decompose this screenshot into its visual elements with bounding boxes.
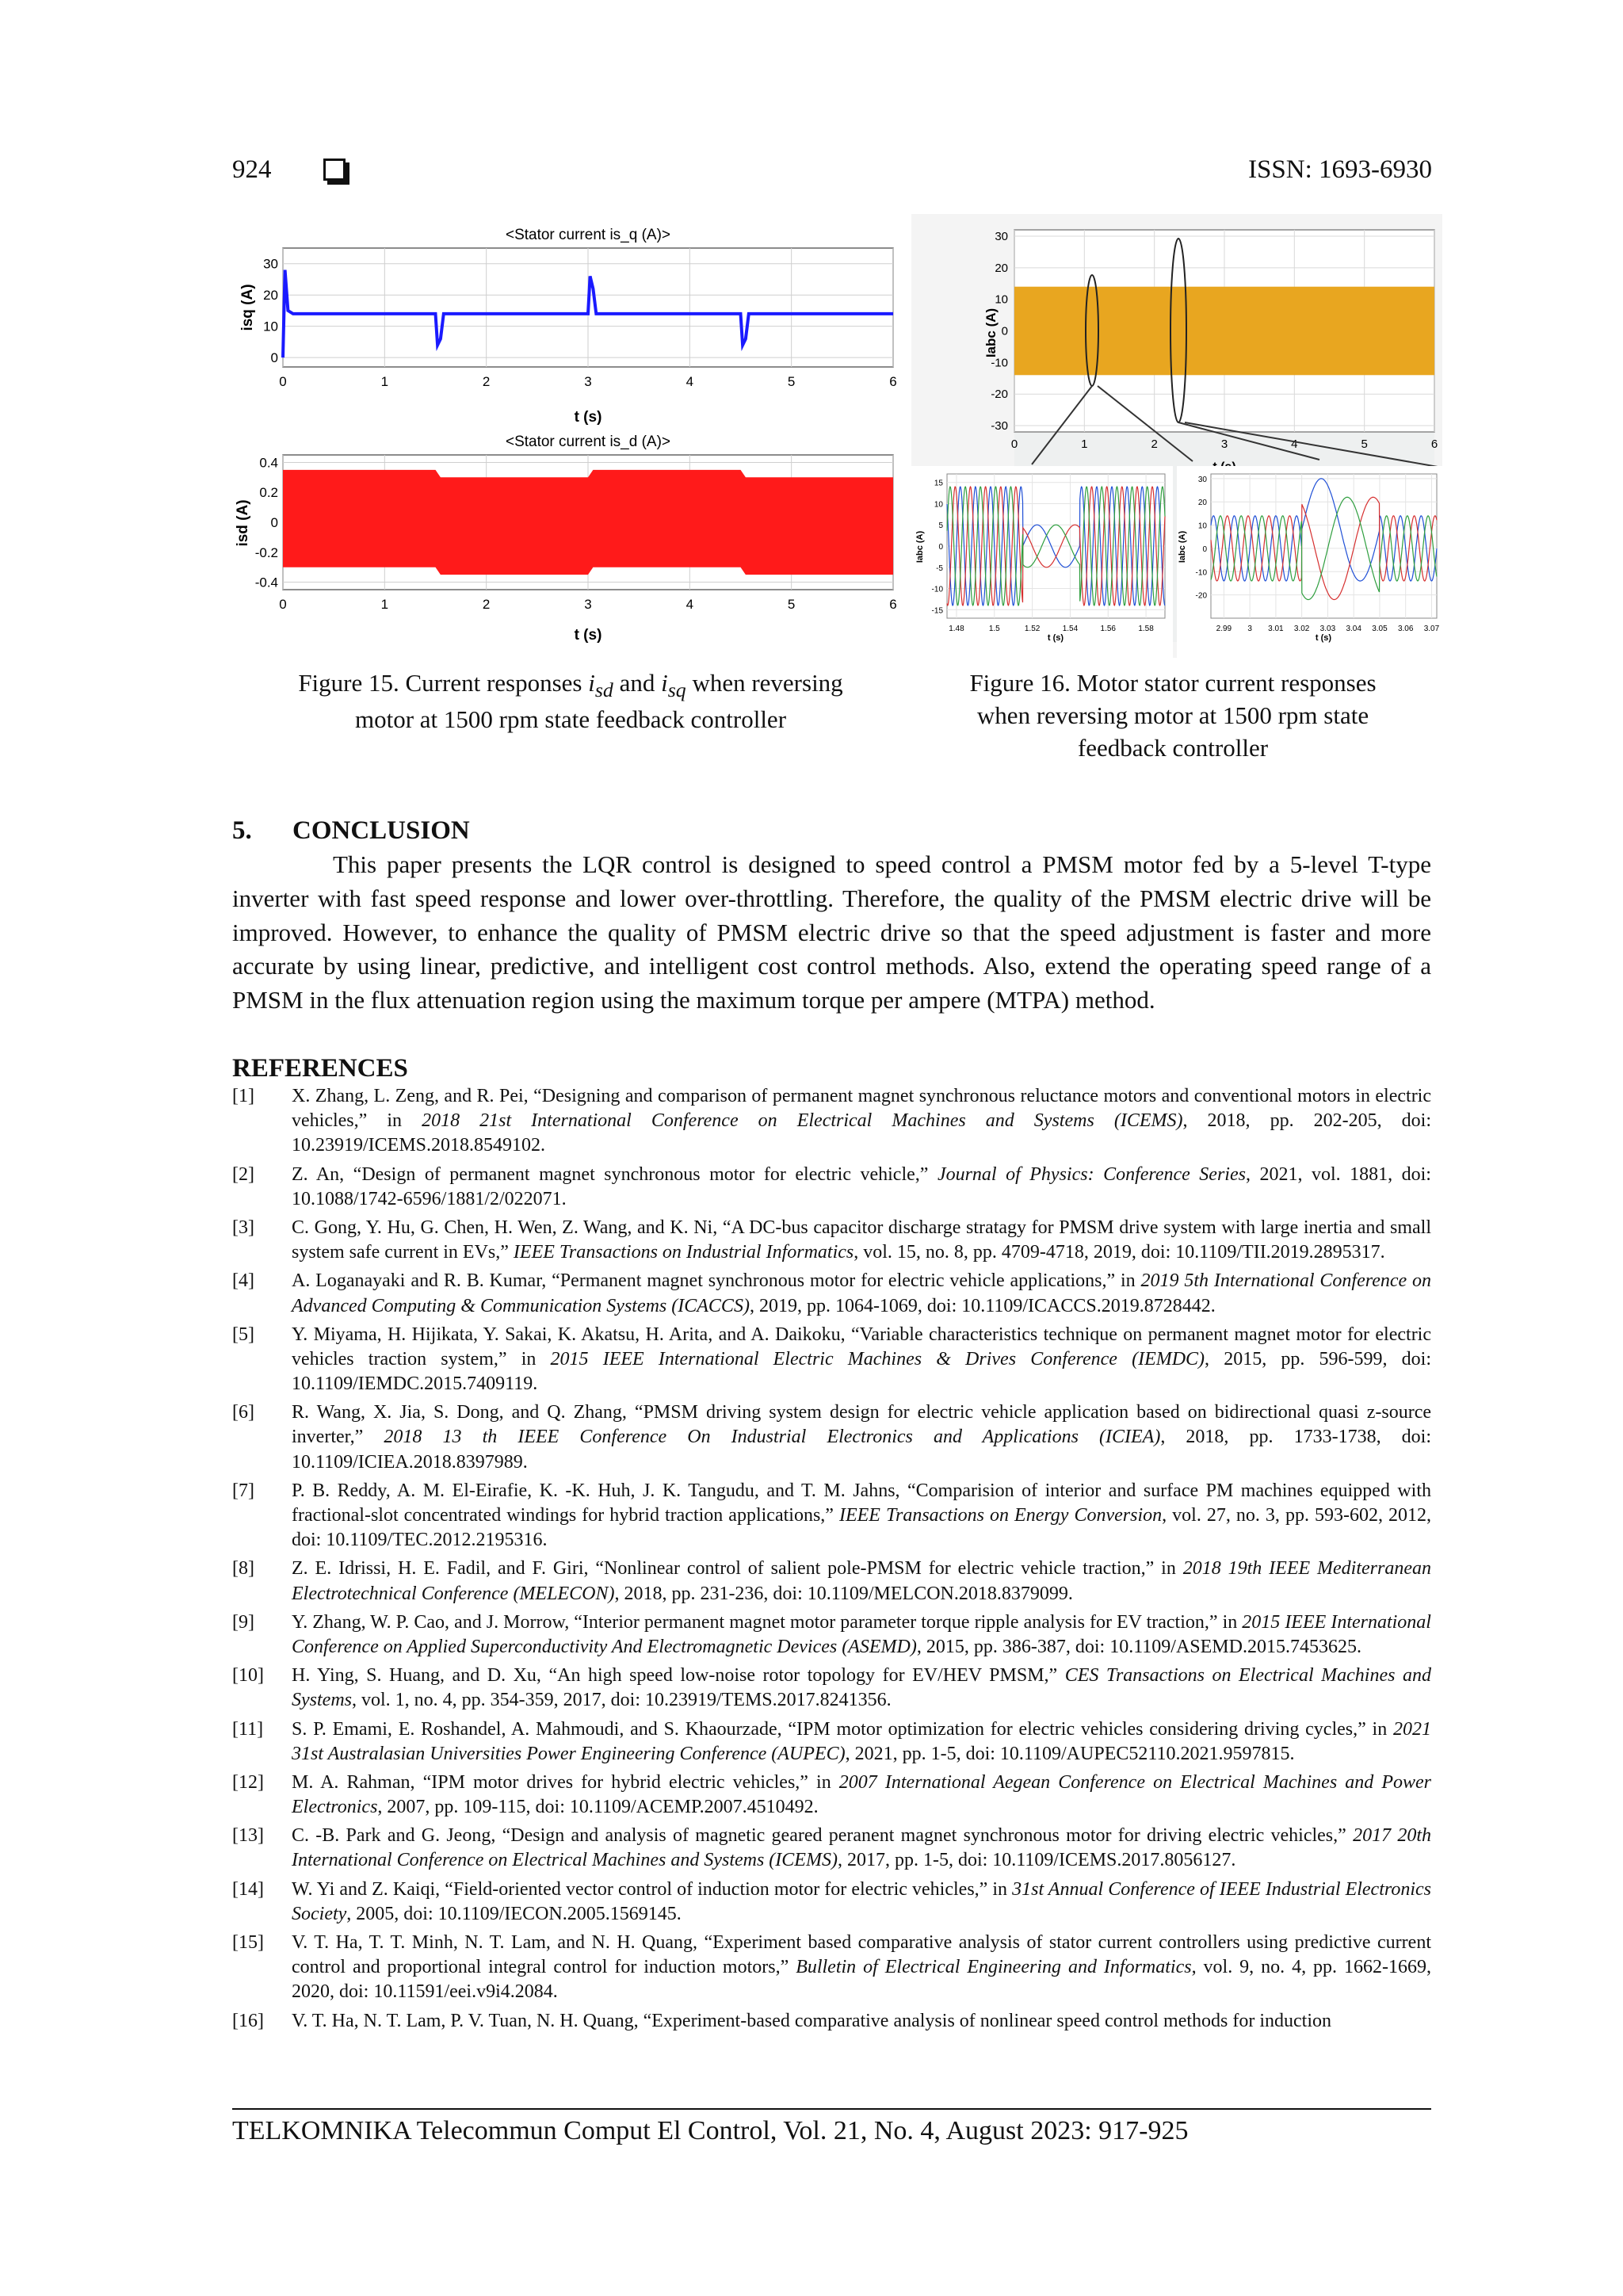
x-tick-label: 3.05 [1372, 625, 1388, 633]
reference-item [232, 1216, 1431, 1265]
y-tick-label: 0.4 [259, 455, 278, 471]
reference-text: H. Ying, S. Huang, and D. Xu, “An high speed low-noise rotor topology for EV/HEV PMSM,” CES Transactions on Electrical Machines and Systems, vol. 1, no. 4, pp. 354-359, 2017, doi: 10.23919/TEMS.2017.8241356. [292, 1665, 1431, 1711]
x-tick-label: 6 [889, 374, 897, 389]
y-tick-label: -20 [991, 388, 1008, 402]
x-axis-label: t (s) [574, 627, 602, 644]
reference-text: V. T. Ha, T. T. Minh, N. T. Lam, and N. H. Quang, “Experiment based comparative analysis of stator current controllers using predictive current control and proportional integral control for induction motors,” Bulletin of Electrical Engineering and Informatics, vol. 9, no. 4, pp. 1662-1669, 2020, doi: 10.11591/eei.v9i4.2084. [292, 1932, 1431, 2003]
caption-subscript: sd [594, 678, 613, 702]
x-tick-label: 6 [1430, 437, 1438, 451]
reference-number: [4] [232, 1270, 254, 1292]
reference-text: Y. Miyama, H. Hijikata, Y. Sakai, K. Akatsu, H. Arita, and A. Daikoku, “Variable characteristics technique on permanent magnet motor for electric vehicles traction system,” in 2015 IEEE International Electric Machines & Drives Conference (IEMDC), 2015, pp. 596-599, doi: 10.1109/IEMDC.2015.7409119. [292, 1324, 1431, 1395]
section-heading [232, 816, 470, 846]
x-axis-label: t (s) [574, 409, 602, 426]
y-axis-label: isd (A) [235, 499, 251, 547]
reference-number: [12] [232, 1771, 264, 1793]
y-tick-label: 0 [938, 543, 943, 552]
plot-area [1211, 474, 1437, 618]
reference-number: [16] [232, 2010, 264, 2031]
reference-item [232, 1479, 1431, 1553]
reference-text: P. B. Reddy, A. M. El-Eirafie, K. -K. Huh, J. K. Tangudu, and T. M. Jahns, “Comparision of interior and surface PM machines equipped with fractional-slot concentrated windings for hybrid traction applications,” IEEE Transactions on Energy Conversion, vol. 27, no. 3, pp. 593-602, 2012, doi: 10.1109/TEC.2012.2195316. [292, 1480, 1431, 1551]
figure-16-caption [919, 667, 1426, 765]
reference-item [232, 2009, 1431, 2034]
y-tick-label: -20 [1195, 591, 1207, 601]
reference-number: [7] [232, 1480, 254, 1501]
reference-number: [1] [232, 1086, 254, 1106]
reference-number: [8] [232, 1558, 254, 1580]
x-tick-label: 5 [787, 597, 796, 612]
reference-item [232, 1323, 1431, 1397]
x-tick-label: 0 [1010, 437, 1018, 451]
caption-text: motor at 1500 rpm state feedback controller [354, 705, 787, 734]
y-tick-label: 20 [995, 261, 1008, 275]
reference-number: [6] [232, 1402, 254, 1423]
x-axis-label: t (s) [1315, 633, 1332, 643]
y-tick-label: -5 [936, 563, 943, 573]
x-tick-label: 5 [1361, 437, 1368, 451]
reference-number: [13] [232, 1825, 264, 1847]
reference-item [232, 1269, 1431, 1318]
y-tick-label: 0 [270, 515, 278, 530]
caption-text: Figure 15. Current responses [298, 669, 589, 697]
x-tick-label: 1.56 [1100, 625, 1116, 633]
reference-number: [14] [232, 1878, 264, 1900]
reference-item [232, 1931, 1431, 2005]
caption-text: when reversing [685, 669, 843, 697]
y-tick-label: 10 [995, 292, 1008, 307]
reference-number: [15] [232, 1932, 264, 1953]
y-tick-label: 0.2 [259, 485, 278, 501]
reference-text: M. A. Rahman, “IPM motor drives for hybrid electric vehicles,” in 2007 International Aegean Conference on Electrical Machines and Power Electronics, 2007, pp. 109-115, doi: 10.1109/ACEMP.2007.4510492. [292, 1771, 1432, 1818]
x-tick-label: 1.54 [1062, 625, 1079, 633]
reference-text: C. Gong, Y. Hu, G. Chen, H. Wen, Z. Wang, and K. Ni, “A DC-bus capacitor discharge stratagy for PMSM drive system with large inertia and small system safe current in EVs,” IEEE Transactions on Industrial Informatics, vol. 15, no. 8, pp. 4709-4718, 2019, doi: 10.1109/TII.2019.2895317. [292, 1217, 1431, 1263]
caption-text: Figure 16. Motor stator current responses [969, 669, 1377, 697]
reference-text: W. Yi and Z. Kaiqi, “Field-oriented vector control of induction motor for electric vehicles,” in 31st Annual Conference of IEEE Industrial Electronics Society, 2005, doi: 10.1109/IECON.2005.1569145. [292, 1878, 1431, 1924]
y-tick-label: 10 [1197, 521, 1207, 531]
x-tick-label: 3 [584, 597, 592, 612]
caption-text: when reversing motor at 1500 rpm state [976, 701, 1369, 729]
y-tick-label: 0 [1202, 544, 1207, 554]
chart-title: <Stator current is_q (A)> [505, 227, 671, 243]
reference-text: Y. Zhang, W. P. Cao, and J. Morrow, “Interior permanent magnet motor parameter torque ripple analysis for EV traction,” in 2015 IEEE International Conference on Applied Superconductivity And Electromagnetic Devices (ASEMD), 2015, pp. 386-387, doi: 10.1109/ASEMD.2015.7453625. [292, 1611, 1431, 1657]
y-tick-label: -10 [931, 585, 943, 594]
y-tick-label: 20 [1197, 499, 1207, 508]
y-tick-label: -0.2 [254, 544, 278, 560]
x-tick-label: 4 [685, 597, 694, 612]
reference-number: [11] [232, 1718, 264, 1740]
reference-item [232, 1771, 1431, 1820]
y-tick-label: -15 [931, 606, 943, 616]
caption-text: and [613, 669, 662, 697]
y-axis-label: Iabc (A) [983, 308, 999, 358]
page-number: 924 [232, 155, 272, 184]
x-tick-label: 3.01 [1268, 625, 1284, 633]
reference-item [232, 1664, 1431, 1713]
x-tick-label: 4 [1291, 437, 1298, 451]
y-tick-label: 20 [263, 288, 278, 304]
y-tick-label: -0.4 [254, 575, 278, 590]
x-tick-label: 2 [482, 374, 491, 389]
conclusion-paragraph: This paper presents the LQR control is designed to speed control a PMSM motor fed by a 5-level T-type inverter with fast speed response and lower over-throttling. Therefore, the quality of the PMSM electric drive will be improved. However, to enhance the quality of PMSM electric drive so that the speed adjustment is faster and more accurate by using linear, predictive, and intelligent cost control methods. Also, extend the operating speed range of a PMSM in the flux attenuation region using the maximum torque per ampere (MTPA) method. [232, 850, 1431, 1014]
issn: ISSN: 1693-6930 [1248, 155, 1432, 184]
x-tick-label: 3.06 [1397, 625, 1414, 633]
reference-text: S. P. Emami, E. Roshandel, A. Mahmoudi, and S. Khaourzade, “IPM motor optimization for electric vehicles considering driving cycles,” in 2021 31st Australasian Universities Power Engineering Conference (AUPEC), 2021, pp. 1-5, doi: 10.1109/AUPEC52110.2021.9597815. [292, 1718, 1431, 1764]
reference-item [232, 1163, 1431, 1212]
figure-16-chart [911, 214, 1442, 658]
chart-title: <Stator current is_d (A)> [505, 434, 671, 450]
y-tick-label: 10 [934, 500, 943, 510]
isd-series-band [283, 470, 893, 575]
reference-text: C. -B. Park and G. Jeong, “Design and analysis of magnetic geared peranent magnet synchronous motor for driving electric vehicles,” 2017 20th International Conference on Electrical Machines and Systems (ICEMS), 2017, pp. 1-5, doi: 10.1109/ICEMS.2017.8056127. [292, 1825, 1432, 1871]
reference-item [232, 1400, 1431, 1475]
x-tick-label: 5 [787, 374, 796, 389]
x-tick-label: 4 [685, 374, 694, 389]
x-tick-label: 0 [279, 374, 287, 389]
y-tick-label: 0 [270, 350, 278, 366]
caption-symbol: i [661, 669, 668, 697]
x-tick-label: 3 [1220, 437, 1228, 451]
x-tick-label: 0 [279, 597, 287, 612]
figure-15-caption [238, 667, 903, 736]
y-axis-label: isq (A) [239, 284, 256, 331]
y-tick-label: 5 [938, 521, 943, 531]
section-title: CONCLUSION [292, 816, 470, 845]
x-tick-label: 3.03 [1319, 625, 1336, 633]
reference-item [232, 1610, 1431, 1660]
y-axis-label: Iabc (A) [915, 530, 925, 563]
reference-number: [9] [232, 1611, 254, 1633]
y-axis-label: Iabc (A) [1178, 530, 1187, 563]
y-tick-label: 30 [263, 256, 278, 272]
reference-text: Z. E. Idrissi, H. E. Fadil, and F. Giri, “Nonlinear control of salient pole-PMSM for electric vehicle traction,” in 2018 19th IEEE Mediterranean Electrotechnical Conference (MELECON), 2018, pp. 231-236, doi: 10.1109/MELCON.2018.8379099. [292, 1558, 1431, 1604]
x-tick-label: 1 [1081, 437, 1088, 451]
caption-text: feedback controller [1077, 733, 1269, 762]
reference-number: [3] [232, 1217, 254, 1238]
y-tick-label: 15 [934, 479, 943, 488]
x-tick-label: 2.99 [1216, 625, 1232, 633]
reference-item [232, 1824, 1431, 1873]
x-tick-label: 1.5 [988, 625, 1000, 633]
references-heading: REFERENCES [232, 1054, 408, 1083]
y-tick-label: -30 [991, 419, 1008, 434]
x-tick-label: 3.04 [1346, 625, 1361, 633]
footer-rule [232, 2108, 1431, 2110]
reference-number: [2] [232, 1163, 254, 1185]
x-axis-label: t (s) [1047, 633, 1064, 643]
square-bullet-icon [323, 159, 346, 181]
x-tick-label: 3 [1247, 625, 1252, 633]
reference-text: Z. An, “Design of permanent magnet synchronous motor for electric vehicle,” Journal of Physics: Conference Series, 2021, vol. 1881, doi: 10.1088/1742-6596/1881/2/022071. [292, 1163, 1431, 1209]
y-tick-label: 10 [263, 319, 278, 334]
caption-subscript: sq [667, 678, 686, 702]
y-tick-label: 0 [1001, 324, 1008, 338]
x-tick-label: 2 [482, 597, 491, 612]
x-tick-label: 1.52 [1024, 625, 1041, 633]
reference-item [232, 1084, 1431, 1159]
footer-citation: TELKOMNIKA Telecommun Comput El Control, Vol. 21, No. 4, August 2023: 917-925 [232, 2116, 1189, 2145]
reference-text: A. Loganayaki and R. B. Kumar, “Permanent magnet synchronous motor for electric vehicle applications,” in 2019 5th International Conference on Advanced Computing & Communication Systems (ICACCS), 2019, pp. 1064-1069, doi: 10.1109/ICACCS.2019.8728442. [292, 1270, 1432, 1316]
x-tick-label: 1.58 [1138, 625, 1154, 633]
reference-number: [5] [232, 1324, 254, 1345]
x-tick-label: 3 [584, 374, 592, 389]
caption-symbol: i [588, 669, 595, 697]
x-tick-label: 1 [380, 374, 389, 389]
x-tick-label: 1.48 [949, 625, 964, 633]
y-tick-label: 30 [1197, 475, 1207, 484]
iabc-envelope [1014, 287, 1434, 376]
y-tick-label: -10 [1195, 568, 1207, 578]
figure-15-chart [230, 222, 911, 650]
x-tick-label: 3.07 [1423, 625, 1440, 633]
reference-text: R. Wang, X. Jia, S. Dong, and Q. Zhang, “PMSM driving system design for electric vehicle application based on bidirectional quasi z-source inverter,” 2018 13 th IEEE Conference On Industrial Electronics and Applications (ICIEA), 2018, pp. 1733-1738, doi: 10.1109/ICIEA.2018.8397989. [292, 1402, 1432, 1473]
reference-item [232, 1717, 1431, 1767]
reference-number: [10] [232, 1665, 264, 1687]
reference-item [232, 1878, 1431, 1927]
x-tick-label: 2 [1151, 437, 1158, 451]
reference-text: V. T. Ha, N. T. Lam, P. V. Tuan, N. H. Quang, “Experiment-based comparative analysis of nonlinear speed control methods for induction [292, 2010, 1331, 2031]
y-tick-label: -10 [991, 356, 1008, 370]
section-number: 5. [232, 816, 252, 845]
x-tick-label: 3.02 [1293, 625, 1310, 633]
references-list [232, 1084, 1431, 2038]
y-tick-label: 30 [995, 229, 1008, 243]
reference-item [232, 1557, 1431, 1606]
x-tick-label: 6 [889, 597, 897, 612]
x-tick-label: 1 [380, 597, 389, 612]
reference-text: X. Zhang, L. Zeng, and R. Pei, “Designing and comparison of permanent magnet synchronous reluctance motors and conventional motors in electric vehicles,” in 2018 21st International Conference on Electrical Machines and Systems (ICEMS), 2018, pp. 202-205, doi: 10.23919/ICEMS.2018.8549102. [292, 1086, 1432, 1156]
